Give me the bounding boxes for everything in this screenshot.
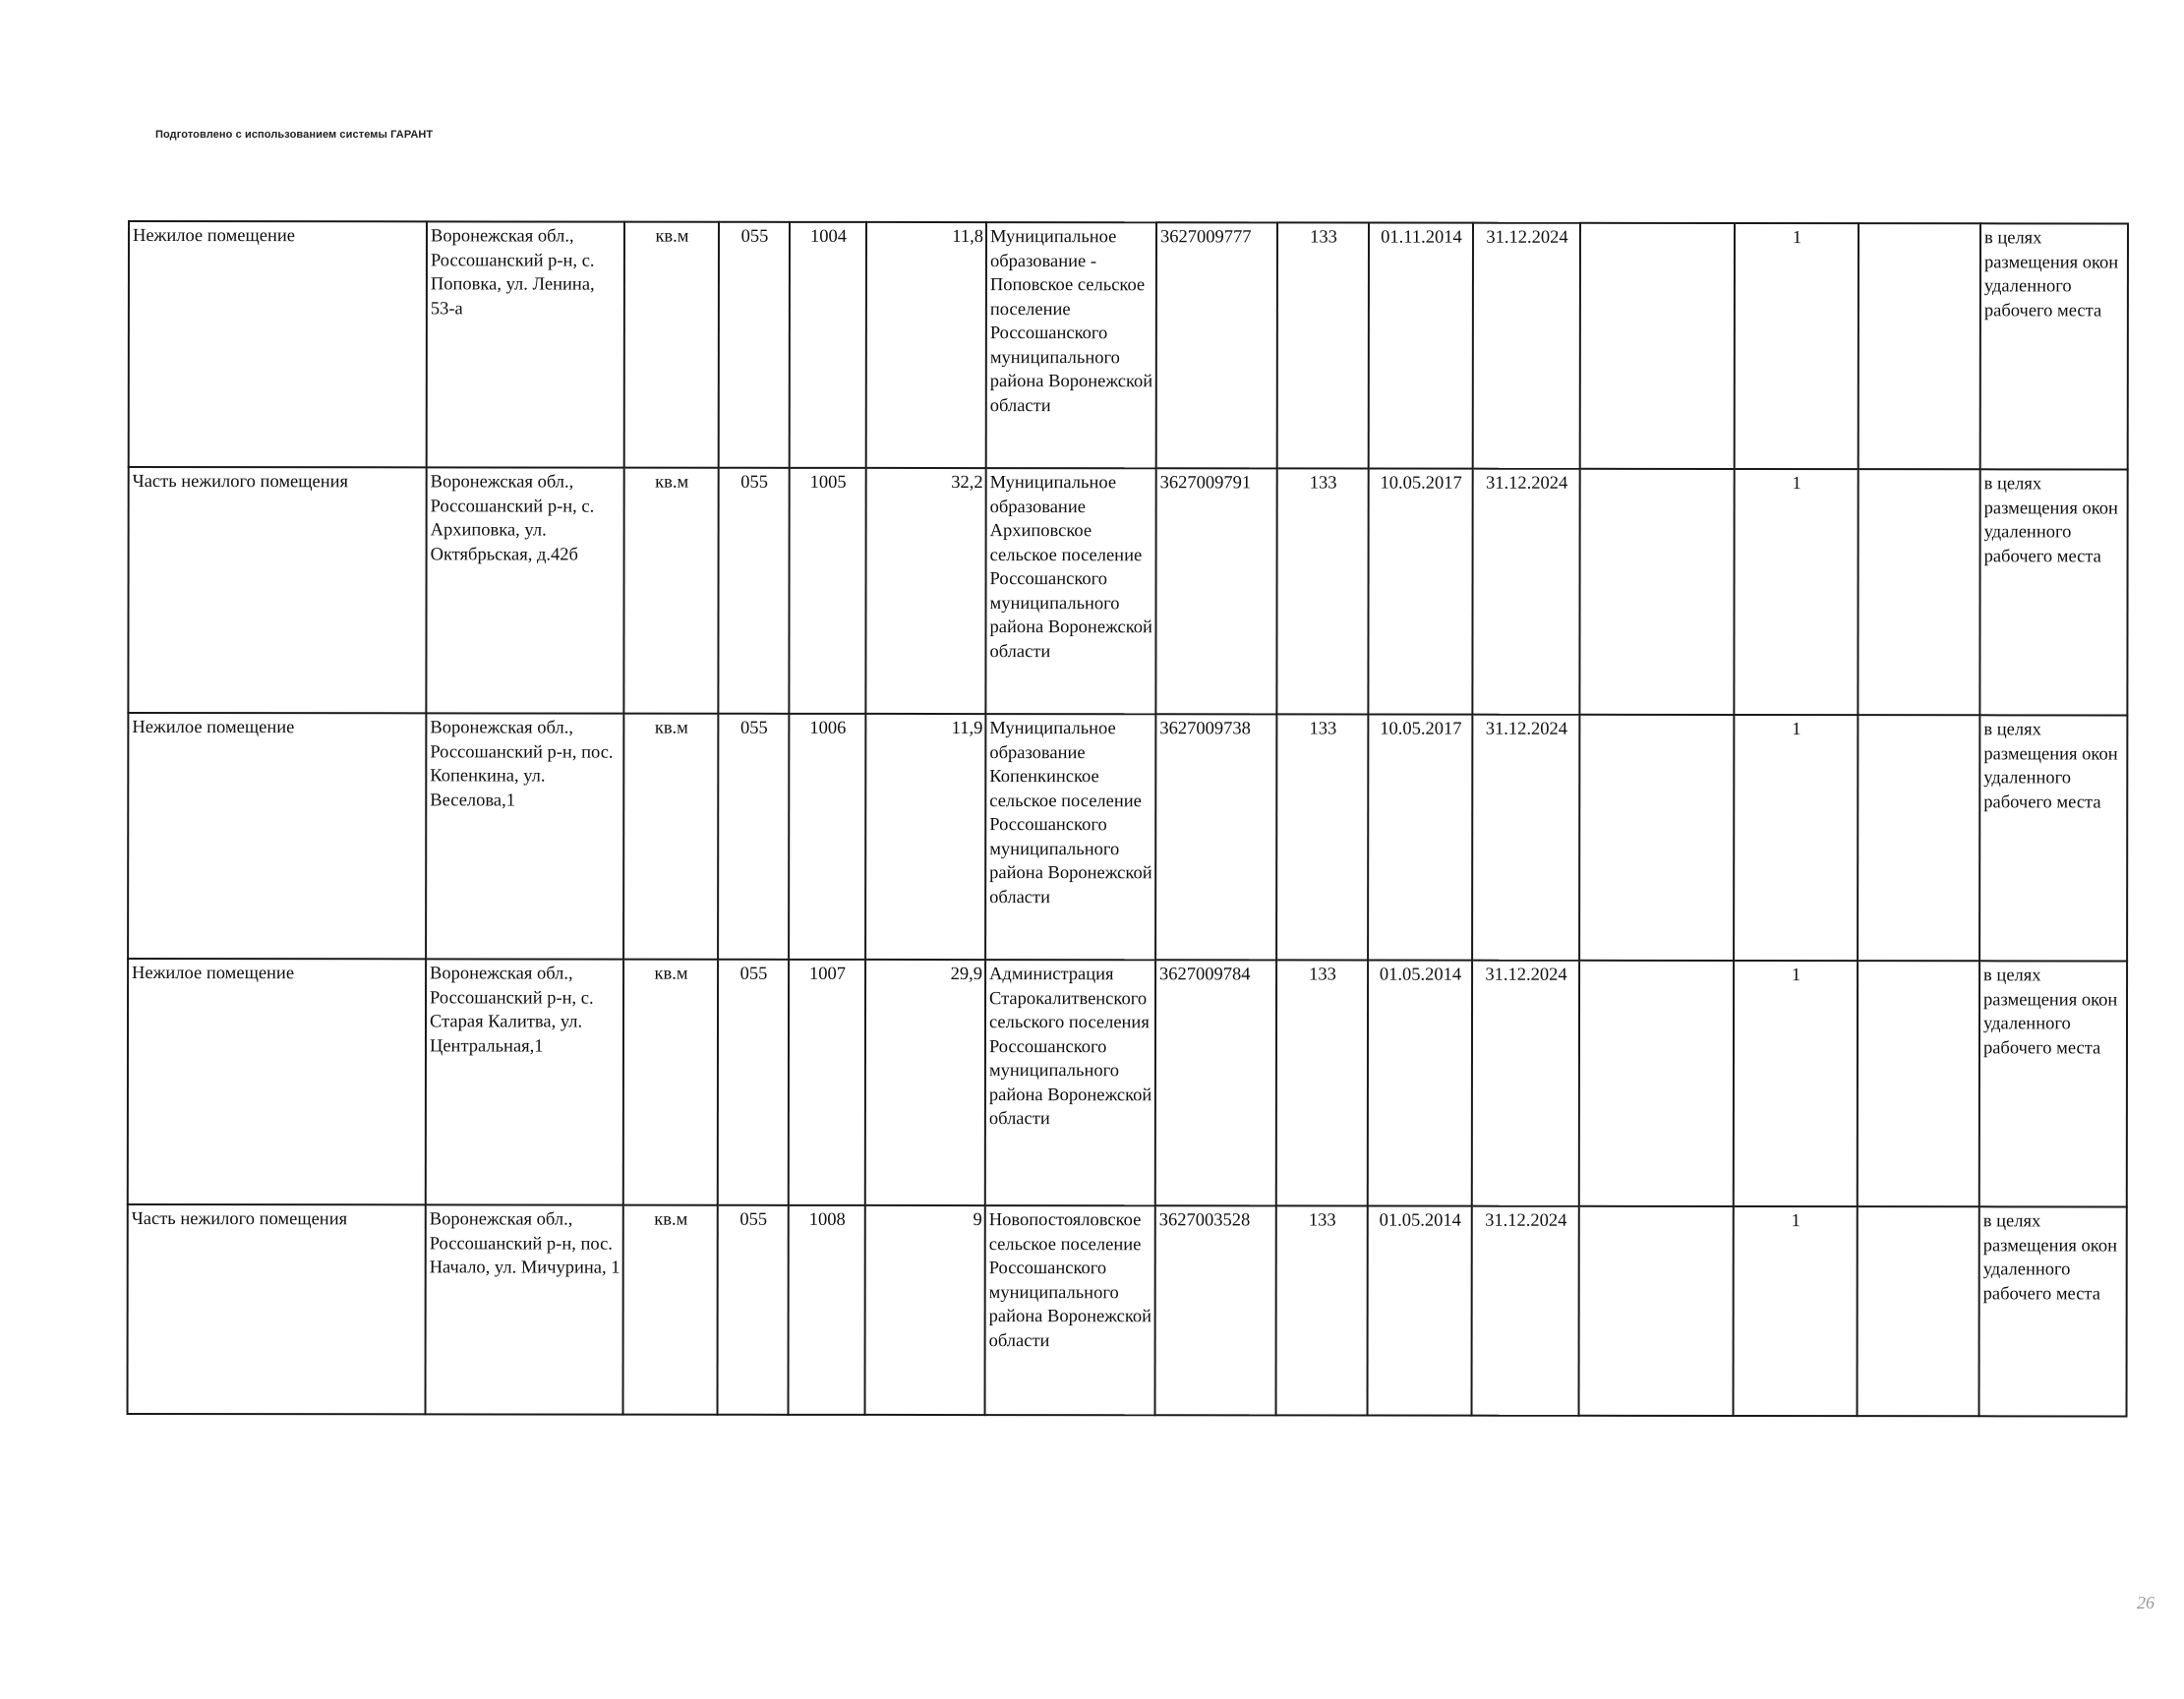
inn-cell: 3627009777 xyxy=(1156,222,1277,468)
area-cell: 11,8 xyxy=(866,222,986,468)
empty-cell xyxy=(1858,1206,1979,1416)
holder-cell: Муниципальное образование - Поповское сельское поселение Россошанского муниципального района Воронежской области xyxy=(986,222,1156,468)
number-cell: 1005 xyxy=(789,468,865,714)
empty-cell xyxy=(1858,961,1979,1206)
code-cell: 133 xyxy=(1276,468,1368,714)
header-note: Подготовлено с использованием системы ГАРАНТ xyxy=(155,129,434,141)
code-cell: 133 xyxy=(1277,222,1369,468)
unit-code-cell: 055 xyxy=(718,960,789,1205)
unit-code-cell: 055 xyxy=(718,714,789,960)
inn-cell: 3627009784 xyxy=(1155,960,1276,1205)
page-number-mark: 26 xyxy=(2137,1593,2154,1612)
empty-cell xyxy=(1859,223,1980,469)
inn-cell: 3627009738 xyxy=(1155,714,1276,960)
purpose-cell: в целях размещения окон удаленного рабочего места xyxy=(1979,961,2127,1206)
inn-cell: 3627009791 xyxy=(1155,468,1276,714)
area-cell: 11,9 xyxy=(865,714,985,960)
count-cell: 1 xyxy=(1734,715,1858,961)
empty-cell xyxy=(1580,223,1735,469)
date-from-cell: 01.05.2014 xyxy=(1368,961,1472,1206)
code-cell: 133 xyxy=(1276,960,1368,1205)
number-cell: 1007 xyxy=(789,960,865,1205)
unit-cell: кв.м xyxy=(623,1205,718,1415)
object-name-cell: Нежилое помещение xyxy=(128,713,426,959)
code-cell: 133 xyxy=(1276,1205,1368,1415)
unit-cell: кв.м xyxy=(623,714,718,960)
address-cell: Воронежская обл., Россошанский р-н, пос. Копенкина, ул. Веселова,1 xyxy=(426,713,623,959)
table-row xyxy=(128,467,2127,715)
object-name-cell: Нежилое помещение xyxy=(128,959,426,1204)
address-cell: Воронежская обл., Россошанский р-н, с. Архиповка, ул. Октябрьская, д.42б xyxy=(426,467,623,713)
address-cell: Воронежская обл., Россошанский р-н, пос. Начало, ул. Мичурина, 1 xyxy=(426,1204,623,1414)
area-cell: 9 xyxy=(865,1205,985,1415)
address-cell: Воронежская обл., Россошанский р-н, с. Старая Калитва, ул. Центральная,1 xyxy=(426,959,623,1204)
holder-cell: Администрация Старокалитвенского сельского поселения Россошанского муниципального района Воронежской области xyxy=(985,960,1155,1205)
code-cell: 133 xyxy=(1276,714,1368,960)
unit-code-cell: 055 xyxy=(718,468,789,714)
empty-cell xyxy=(1579,961,1734,1206)
date-to-cell: 31.12.2024 xyxy=(1473,223,1580,469)
object-name-cell: Часть нежилого помещения xyxy=(128,1204,426,1414)
object-name-cell: Часть нежилого помещения xyxy=(128,467,426,713)
empty-cell xyxy=(1858,715,1979,961)
count-cell: 1 xyxy=(1735,223,1859,469)
date-from-cell: 01.05.2014 xyxy=(1368,1206,1472,1416)
count-cell: 1 xyxy=(1734,1206,1858,1416)
empty-cell xyxy=(1858,469,1979,715)
number-cell: 1006 xyxy=(789,714,865,960)
date-from-cell: 10.05.2017 xyxy=(1368,715,1472,961)
unit-cell: кв.м xyxy=(623,960,718,1205)
table-row xyxy=(129,221,2128,469)
unit-code-cell: 055 xyxy=(719,222,790,468)
empty-cell xyxy=(1579,715,1734,961)
unit-cell: кв.м xyxy=(624,222,719,468)
date-to-cell: 31.12.2024 xyxy=(1472,961,1579,1206)
purpose-cell: в целях размещения окон удаленного рабочего места xyxy=(1979,1206,2127,1416)
count-cell: 1 xyxy=(1734,961,1858,1206)
empty-cell xyxy=(1579,1206,1734,1416)
unit-cell: кв.м xyxy=(623,468,718,714)
unit-code-cell: 055 xyxy=(718,1205,789,1415)
object-name-cell: Нежилое помещение xyxy=(129,221,427,467)
holder-cell: Муниципальное образование Копенкинское сельское поселение Россошанского муниципального района Воронежской области xyxy=(985,714,1155,960)
table-row xyxy=(128,1204,2127,1416)
area-cell: 32,2 xyxy=(865,468,985,714)
number-cell: 1008 xyxy=(789,1205,865,1415)
table-row xyxy=(128,959,2127,1206)
area-cell: 29,9 xyxy=(865,960,985,1205)
purpose-cell: в целях размещения окон удаленного рабочего места xyxy=(1980,223,2128,469)
empty-cell xyxy=(1579,469,1734,715)
inn-cell: 3627003528 xyxy=(1155,1205,1276,1415)
holder-cell: Новопостояловское сельское поселение Россошанского муниципального района Воронежской области xyxy=(985,1205,1155,1415)
table-row xyxy=(128,713,2127,961)
holder-cell: Муниципальное образование Архиповское сельское поселение Россошанского муниципального района Воронежской области xyxy=(985,468,1155,714)
date-to-cell: 31.12.2024 xyxy=(1472,1206,1579,1416)
date-to-cell: 31.12.2024 xyxy=(1472,469,1579,715)
date-from-cell: 10.05.2017 xyxy=(1368,469,1472,715)
number-cell: 1004 xyxy=(790,222,866,468)
date-from-cell: 01.11.2014 xyxy=(1369,223,1473,469)
address-cell: Воронежская обл., Россошанский р-н, с. Поповка, ул. Ленина, 53-а xyxy=(427,221,624,467)
count-cell: 1 xyxy=(1734,469,1858,715)
purpose-cell: в целях размещения окон удаленного рабочего места xyxy=(1979,715,2127,961)
property-registry-table xyxy=(127,220,2129,1417)
purpose-cell: в целях размещения окон удаленного рабочего места xyxy=(1979,469,2127,715)
date-to-cell: 31.12.2024 xyxy=(1472,715,1579,961)
